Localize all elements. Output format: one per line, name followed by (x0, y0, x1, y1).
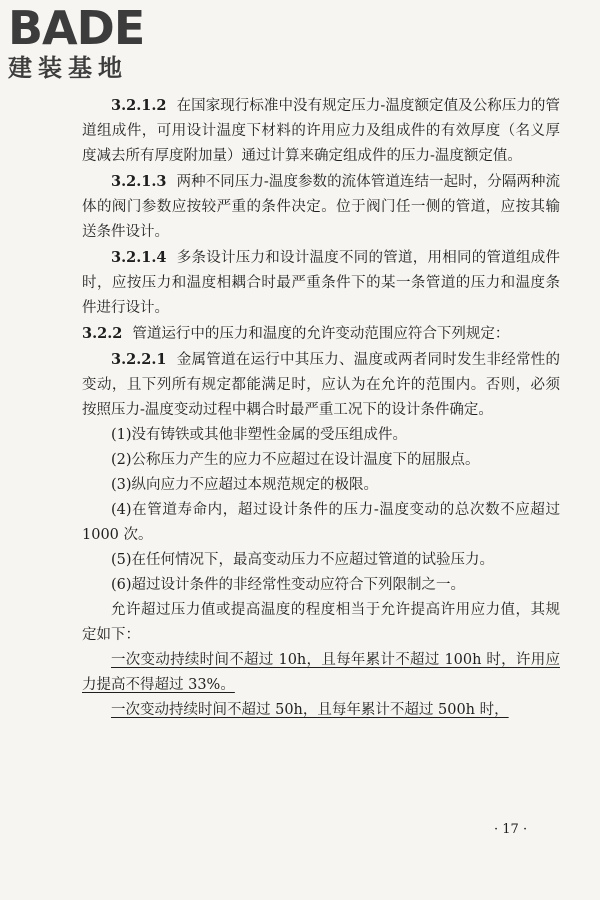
rule-text: 一次变动持续时间不超过 10h，且每年累计不超过 100h 时，许用应力提高不得超过 33%。 (82, 652, 560, 693)
clause-number: 3.2.1.3 (111, 173, 167, 190)
clause-text: 管道运行中的压力和温度的允许变动范围应符合下列规定： (132, 326, 510, 342)
clause-3-2-2-1 (82, 347, 560, 423)
clause-3-2-1-4 (82, 245, 560, 321)
clause-text: 金属管道在运行中其压力、温度或两者同时发生非经常性的变动，且下列所有规定都能满足时，应认为在允许的范围内。否则，必须按照压力-温度变动过程中耦合时最严重工况下的设计条件确定。 (82, 352, 560, 418)
allowance-rule-2 (82, 698, 560, 723)
rule-text: 一次变动持续时间不超过 50h，且每年累计不超过 500h 时， (111, 702, 509, 718)
clause-text: 两种不同压力-温度参数的流体管道连结一起时，分隔两种流体的阀门参数应按较严重的条件决定。位于阀门任一侧的管道，应按其输送条件设计。 (82, 174, 560, 240)
clause-3-2-1-2 (82, 93, 560, 169)
logo-subtitle: 建装基地 (8, 54, 128, 82)
clause-3-2-1-3 (82, 169, 560, 245)
clause-text: 在国家现行标准中没有规定压力-温度额定值及公称压力的管道组成件，可用设计温度下材料的许用应力及组成件的有效厚度（名义厚度减去所有厚度附加量）通过计算来确定组成件的压力-温度额定值。 (82, 98, 560, 164)
clause-number: 3.2.1.2 (111, 97, 167, 114)
clause-number: 3.2.1.4 (111, 249, 167, 266)
list-item-3: (3)纵向应力不应超过本规范规定的极限。 (111, 477, 379, 493)
clause-text: 多条设计压力和设计温度不同的管道，用相同的管道组成件时，应按压力和温度相耦合时最严重条件下的某一条管道的压力和温度条件进行设计。 (82, 250, 560, 316)
list-item-2: (2)公称压力产生的应力不应超过在设计温度下的屈服点。 (111, 452, 480, 468)
allowance-intro: 允许超过压力值或提高温度的程度相当于允许提高许用应力值，其规定如下： (82, 602, 560, 643)
clause-number: 3.2.2 (82, 325, 123, 342)
clause-number: 3.2.2.1 (111, 351, 167, 368)
document-body (82, 93, 560, 723)
logo (8, 1, 178, 82)
list-item-4: (4)在管道寿命内，超过设计条件的压力-温度变动的总次数不应超过 1000 次。 (82, 502, 560, 543)
logo-wordmark: BADE (8, 1, 145, 55)
allowance-rule-1 (82, 648, 560, 698)
list-item-6: (6)超过设计条件的非经常性变动应符合下列限制之一。 (111, 577, 466, 593)
clause-3-2-2 (82, 321, 560, 347)
page-number: · 17 · (494, 822, 528, 837)
list-item-5: (5)在任何情况下，最高变动压力不应超过管道的试验压力。 (111, 552, 495, 568)
list-item-1: (1)没有铸铁或其他非塑性金属的受压组成件。 (111, 427, 408, 443)
